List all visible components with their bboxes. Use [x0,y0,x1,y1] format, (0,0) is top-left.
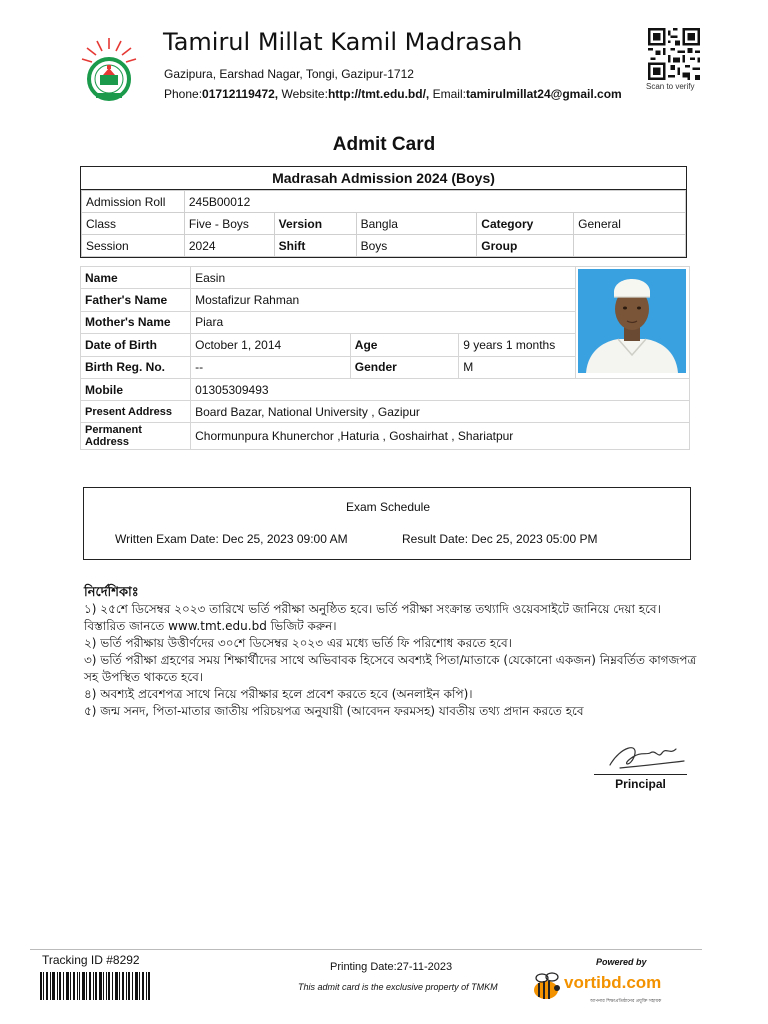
version-label: Version [274,213,356,235]
tracking-id: Tracking ID #8292 [42,953,140,967]
table-row [82,191,686,213]
present-address-value: Board Bazar, National University , Gazipur [191,401,690,423]
roll-value: 245B00012 [184,191,685,213]
permanent-address-value: Chormunpura Khunerchor ,Haturia , Goshairhat , Shariatpur [191,423,690,450]
table-row [81,379,690,401]
father-label: Father's Name [81,289,191,311]
mother-value: Piara [191,311,576,333]
name-value: Easin [191,267,576,289]
admission-heading: Madrasah Admission 2024 (Boys) [81,167,686,190]
session-value: 2024 [184,235,274,257]
table-row [81,423,690,450]
mobile-value: 01305309493 [191,379,690,401]
qr-code-icon[interactable] [648,28,700,80]
admission-info-box [80,166,687,258]
institution-name: Tamirul Millat Kamil Madrasah [163,28,523,56]
vortibd-logo[interactable] [530,966,690,1008]
birth-reg-value: -- [191,356,351,378]
gender-label: Gender [350,356,458,378]
signature-line [594,774,687,775]
vendor-tagline: আপনার শিক্ষাপ্রতিষ্ঠানের প্রযুক্তি সহায়ক [590,999,662,1004]
name-label: Name [81,267,191,289]
qr-caption: Scan to verify [646,82,695,91]
gender-value: M [459,356,576,378]
category-value: General [574,213,686,235]
admission-info-table [81,190,686,257]
student-photo [578,269,686,373]
dob-label: Date of Birth [81,334,191,356]
roll-label: Admission Roll [82,191,185,213]
student-info-table [80,266,690,450]
instruction-item: ৩) ভর্তি পরীক্ষা গ্রহণের সময় শিক্ষার্থীদের সাথে অভিবাবক হিসেবে অবশ্যই পিতা/মাতাকে (যেকোনো একজন) নিম্নবর্তিত কাগজপত্র সহ উপস্থিত থাকতে হবে। [84,653,697,684]
website-link[interactable]: http://tmt.edu.bd/, [327,87,430,101]
phone-value: 01712119472, [202,87,279,101]
class-label: Class [82,213,185,235]
institution-address: Gazipura, Earshad Nagar, Tongi, Gazipur-1712 [164,67,414,81]
website-label: Website: [278,87,328,101]
instruction-item: ১) ২৫শে ডিসেম্বর ২০২৩ তারিখে ভর্তি পরীক্ষা অনুষ্ঠিত হবে। ভর্তি পরীক্ষা সংক্রান্ত তথ্যাদি ওয়েবসাইটে জানিয়ে দেয়া হবে। বিস্তারিত জানতে www.tmt.edu.bd ভিজিট করুন। [84,602,661,633]
footer-divider [30,949,702,950]
madrasah-logo [78,35,140,105]
mobile-label: Mobile [81,379,191,401]
instructions-title: নির্দেশিকাঃ [84,585,139,600]
session-label: Session [82,235,185,257]
institution-contact [164,87,622,101]
table-row [82,235,686,257]
shift-value: Boys [356,235,477,257]
bee-icon [534,973,560,999]
birth-reg-label: Birth Reg. No. [81,356,191,378]
exam-schedule-box [83,487,691,560]
exam-schedule-title: Exam Schedule [345,500,431,514]
email-label: Email: [429,87,466,101]
dob-value: October 1, 2014 [191,334,351,356]
instruction-item: ৪) অবশ্যই প্রবেশপত্র সাথে নিয়ে পরীক্ষার হলে প্রবেশ করতে হবে (অনলাইন কপি)। [84,687,473,701]
principal-title: Principal [615,777,666,791]
powered-by-label: Powered by [596,957,647,967]
group-label: Group [477,235,574,257]
result-date: Result Date: Dec 25, 2023 05:00 PM [402,532,598,546]
property-note: This admit card is the exclusive property of TMKM [298,982,498,992]
vendor-name: vortibd.com [564,973,662,992]
shift-label: Shift [274,235,356,257]
mother-label: Mother's Name [81,311,191,333]
instructions [84,584,704,720]
principal-signature [600,735,690,775]
age-label: Age [350,334,458,356]
present-address-label: Present Address [81,401,191,423]
instruction-item: ২) ভর্তি পরীক্ষায় উত্তীর্ণদের ৩০শে ডিসেম্বর ২০২৩ এর মধ্যে ভর্তি ফি পরিশোধ করতে হবে। [84,636,512,650]
permanent-address-label: Permanent Address [81,423,191,450]
written-exam-date: Written Exam Date: Dec 25, 2023 09:00 AM [115,532,348,546]
group-value [574,235,686,257]
card-title: Admit Card [332,134,436,155]
phone-label: Phone: [164,87,203,101]
father-value: Mostafizur Rahman [191,289,576,311]
age-value: 9 years 1 months [459,334,576,356]
table-row [81,401,690,423]
email-link[interactable]: tamirulmillat24@gmail.com [465,87,622,101]
table-row [82,213,686,235]
version-value: Bangla [356,213,477,235]
printing-date: Printing Date:27-11-2023 [330,961,453,973]
category-label: Category [477,213,574,235]
table-row [81,267,690,289]
class-value: Five - Boys [184,213,274,235]
student-photo-cell [576,267,690,379]
barcode-icon [40,972,150,1000]
instruction-item: ৫) জন্ম সনদ, পিতা-মাতার জাতীয় পরিচয়পত্র অনুযায়ী (আবেদন ফরমসহ) যাবতীয় তথ্য প্রদান করতে হবে [84,704,584,718]
